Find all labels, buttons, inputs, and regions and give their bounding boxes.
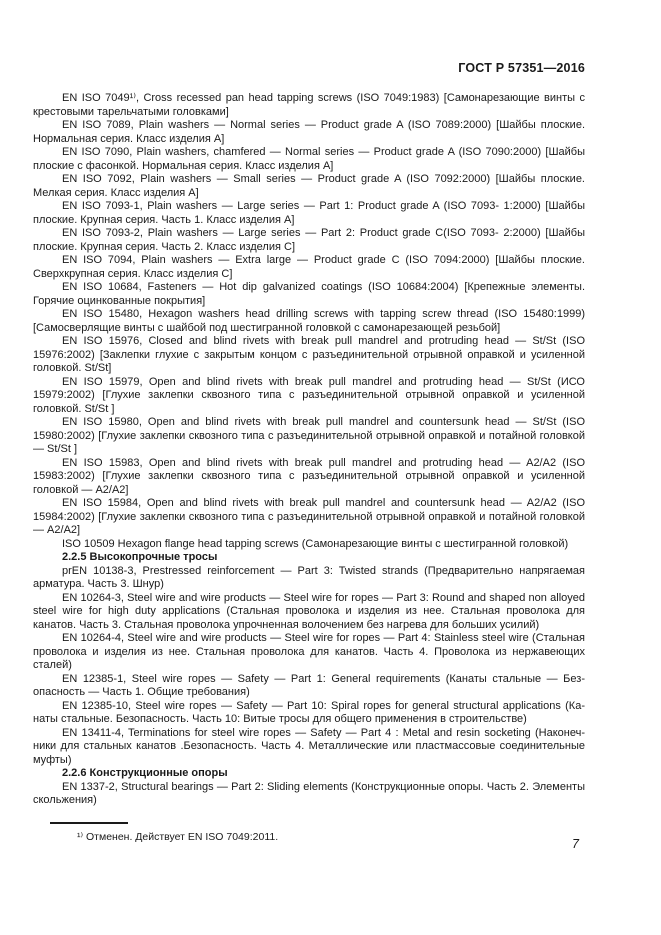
standard-entry: EN ISO 7094, Plain washers — Extra large — Product grade C (ISO 7094:2000) [Шайбы плоские. Сверхкрупная серия. Класс изделия C] — [33, 254, 585, 280]
standard-entry: ISO 10509 Hexagon flange head tapping screws (Самонарезающие винты с шестигранной головкой) — [62, 537, 569, 550]
document-header-title: ГОСТ Р 57351—2016 — [458, 61, 585, 75]
section-heading: 2.2.6 Конструкционные опоры — [62, 767, 228, 779]
standard-entry: EN ISO 15979, Open and blind rivets with break pull mandrel and protruding head — St/St (ИСО 15979:2002) [Глухие заклепки сквозного типа с разъединительной отрывной оправкой и усиленной головкой. St/St ] — [33, 375, 585, 415]
standard-entry: EN ISO 7093-2, Plain washers — Large series — Part 2: Product grade C(ISO 7093- 2:2000) [Шайбы плоские. Крупная серия. Часть 2. Класс изделия C] — [33, 227, 585, 253]
standard-entry: EN ISO 15983, Open and blind rivets with break pull mandrel and protruding head — A2/A2 (ISO 15983:2002) [Глухие заклепки сквозного типа с разъединительной отрывной оправкой и усиленной головкой — A2/A2] — [33, 456, 585, 496]
footnote-text: ¹⁾ Отменен. Действует EN ISO 7049:2011. — [77, 831, 279, 843]
standard-entry: EN 12385-10, Steel wire ropes — Safety — Part 10: Spiral ropes for general structural applications (Канаты стальные. Безопасность. Часть 10: Витые тросы для общего применения в строительстве) — [33, 699, 585, 725]
standard-entry: EN ISO 7093-1, Plain washers — Large series — Part 1: Product grade A (ISO 7093- 1:2000) [Шайбы плоские. Крупная серия. Часть 1. Класс изделия A] — [33, 200, 585, 226]
standard-entry: prEN 10138-3, Prestressed reinforcement — Part 3: Twisted strands (Предварительно напрягаемая арматура. Часть 3. Шнур) — [33, 564, 585, 590]
standard-entry: EN ISO 15480, Hexagon washers head drilling screws with tapping screw thread (ISO 15480:1999) [Самосверлящие винты с шайбой под шестигранной головкой с самонарезающей резьбой] — [33, 308, 585, 334]
section-heading: 2.2.5 Высокопрочные тросы — [62, 551, 218, 563]
standard-entry: EN ISO 15976, Closed and blind rivets with break pull mandrel and protruding head — St/St (ISO 15976:2002) [Заклепки глухие с закрытым концом с разъединительной отрывной оправкой и усиленной головкой. St/St] — [33, 335, 585, 374]
page-number: 7 — [572, 837, 579, 851]
document-content — [33, 61, 585, 808]
standards-list — [33, 92, 585, 808]
standard-entry: EN 13411-4, Terminations for steel wire ropes — Safety — Part 4 : Metal and resin socketing (Наконечники для стальных канатов .Безопасность. Часть 4. Металлические или пластмассовые соединительные муфты) — [33, 726, 585, 766]
standard-entry: EN ISO 7090, Plain washers, chamfered — Normal series — Product grade A (ISO 7090:2000) [Шайбы плоские с фасонкой. Нормальная серия. Класс изделия A] — [33, 146, 585, 172]
standard-entry: EN 10264-3, Steel wire and wire products — Steel wire for ropes — Part 3: Round and shaped non alloyed steel wire for high duty applications (Стальная проволока и изделия из нее. Стальная проволока для канатов. Часть 3. Стальная проволока упрочненная волочением без нагрева для больших усилий) — [33, 591, 585, 631]
standard-entry: EN ISO 10684, Fasteners — Hot dip galvanized coatings (ISO 10684:2004) [Крепежные элементы. Горячие оцинкованные покрытия] — [33, 281, 585, 307]
footnote-divider — [50, 822, 128, 824]
standard-entry: EN ISO 15980, Open and blind rivets with break pull mandrel and countersunk head — St/St (ISO 15980:2002) [Глухие заклепки сквозного типа с разъединительной отрывной оправкой и потайной головкой — St/St ] — [33, 416, 585, 455]
standard-entry: EN ISO 7092, Plain washers — Small series — Product grade A (ISO 7092:2000) [Шайбы плоские. Мелкая серия. Класс изделия A] — [33, 173, 585, 199]
standard-entry: EN 1337-2, Structural bearings — Part 2: Sliding elements (Конструкционные опоры. Часть 2. Элементы скольжения) — [33, 780, 585, 806]
standard-entry: EN 12385-1, Steel wire ropes — Safety — Part 1: General requirements (Канаты стальные — Безопасность — Часть 1. Общие требования) — [33, 672, 585, 698]
standard-entry: EN 10264-4, Steel wire and wire products — Steel wire for ropes — Part 4: Stainless steel wire (Стальная проволока и изделия из нее. Стальная проволока для канатов. Часть 4. Проволока из нержавеющих сталей) — [33, 632, 585, 671]
standard-entry: EN ISO 15984, Open and blind rivets with break pull mandrel and countersunk head — A2/A2 (ISO 15984:2002) [Глухие заклепки сквозного типа с разъединительной отрывной оправкой и потайной головкой — A2/A2] — [33, 497, 585, 536]
standard-entry: EN ISO 7089, Plain washers — Normal series — Product grade A (ISO 7089:2000) [Шайбы плоские. Нормальная серия. Класс изделия A] — [33, 119, 585, 145]
standard-entry: EN ISO 7049¹⁾, Cross recessed pan head tapping screws (ISO 7049:1983) [Самонарезающие винты с крестовыми тарельчатыми головками] — [33, 92, 585, 118]
